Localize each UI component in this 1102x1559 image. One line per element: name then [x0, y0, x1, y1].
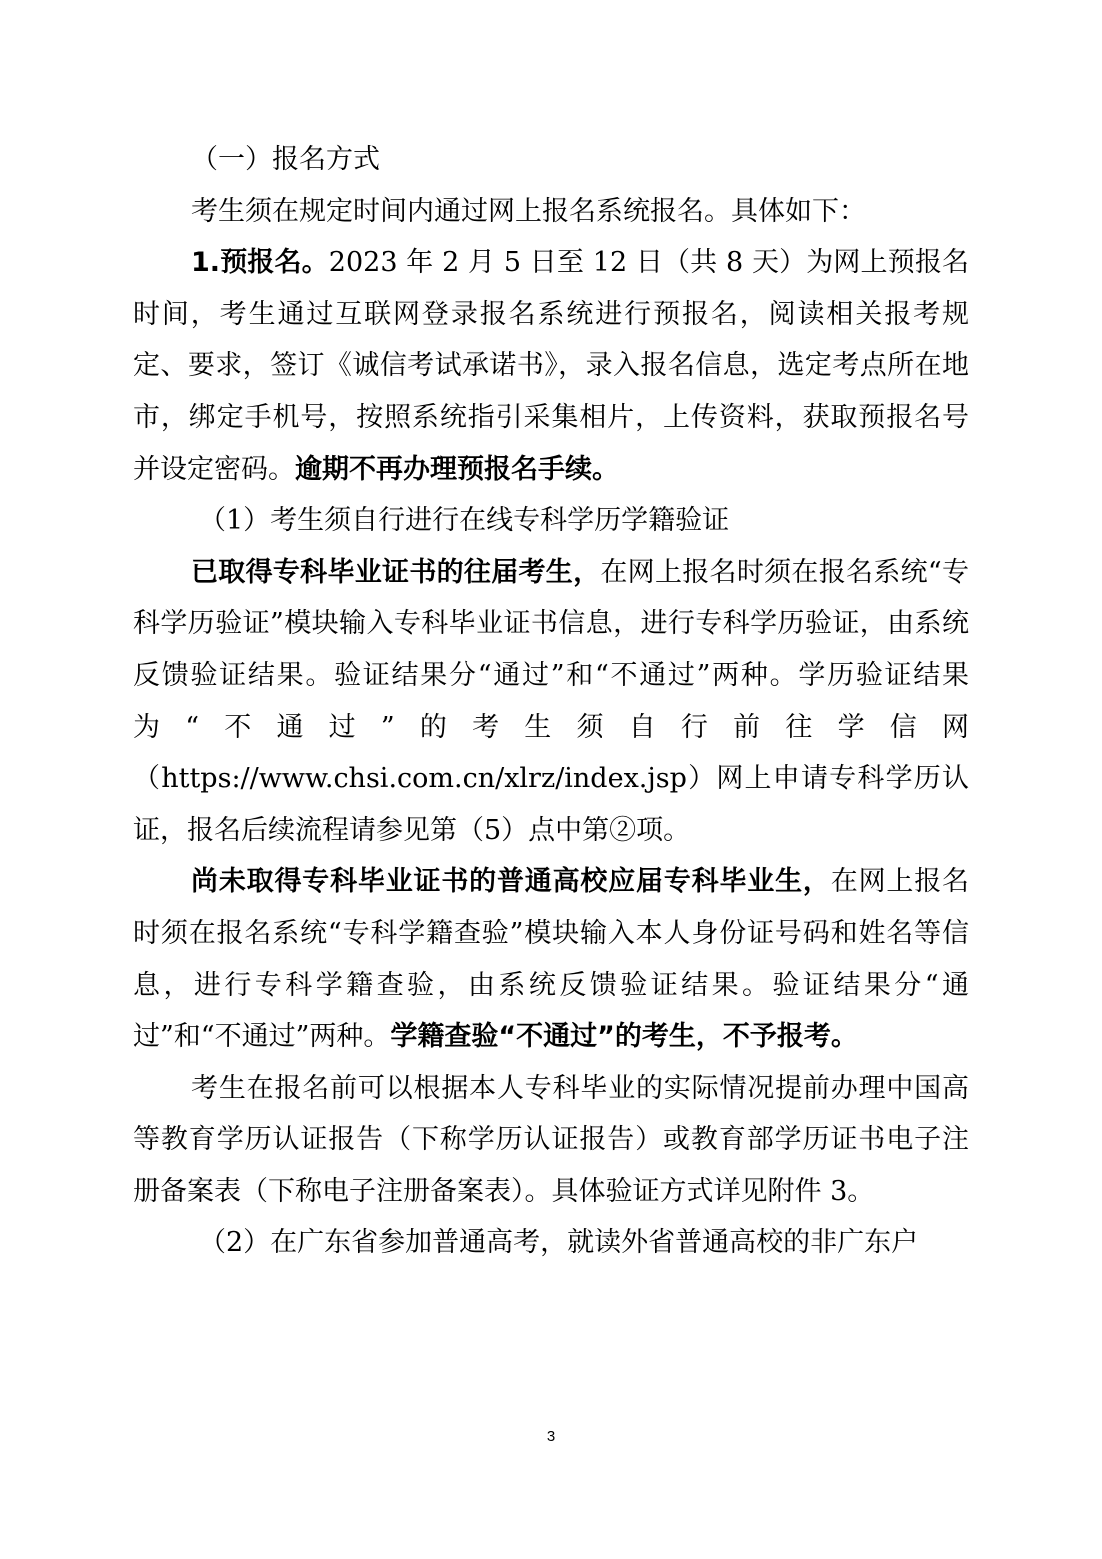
graduates-paragraph	[133, 547, 969, 857]
intro-paragraph: 考生须在规定时间内通过网上报名系统报名。具体如下：	[191, 195, 866, 227]
pre-registration-body: 2023 年 2 月 5 日至 12 日（共 8 天）为网上预报名时间，考生通过互联网登录报名系统进行预报名，阅读相关报考规定、要求，签订《诚信考试承诺书》，录入报名信息，选定考点所在地市，绑定手机号，按照系统指引采集相片，上传资料，获取预报名号并设定密码。	[133, 247, 969, 485]
section-heading: （一）报名方式	[191, 144, 380, 175]
subsection-1-heading: （1）考生须自行进行在线专科学历学籍验证	[199, 505, 730, 537]
certificate-paragraph: 考生在报名前可以根据本人专科毕业的实际情况提前办理中国高等教育学历认证报告（下称学历认证报告）或教育部学历证书电子注册备案表（下称电子注册备案表）。具体验证方式详见附件 3。	[133, 1072, 969, 1207]
current-students-paragraph	[133, 856, 969, 1062]
document-body	[133, 134, 969, 1269]
pre-registration-emphasis: 逾期不再办理预报名手续。	[295, 453, 619, 485]
pre-registration-label: 1.预报名。	[191, 247, 329, 279]
current-students-body: 在网上报名时须在报名系统“专科学籍查验”模块输入本人身份证号码和姓名等信息，进行专科学籍查验，由系统反馈验证结果。验证结果分“通过”和“不通过”两种。	[133, 866, 970, 1053]
pre-registration-paragraph	[133, 237, 969, 495]
graduates-lead: 已取得专科毕业证书的往届考生，	[191, 556, 601, 588]
current-students-emphasis: 学籍查验“不通过”的考生，不予报考。	[390, 1021, 858, 1053]
current-students-lead: 尚未取得专科毕业证书的普通高校应届专科毕业生，	[191, 866, 831, 898]
subsection-2-heading: （2）在广东省参加普通高考，就读外省普通高校的非广东户	[199, 1227, 919, 1259]
page-number: 3	[546, 1428, 556, 1445]
graduates-body: 在网上报名时须在报名系统“专科学历验证”模块输入专科毕业证书信息，进行专科学历验证，由系统反馈验证结果。验证结果分“通过”和“不通过”两种。学历验证结果为“不通过”的考生须自行前往学信网（https://www.chsi.com.cn/xlrz/index.jsp）网上申请专科学历认证，报名后续流程请参见第（5）点中第②项。	[133, 556, 969, 846]
